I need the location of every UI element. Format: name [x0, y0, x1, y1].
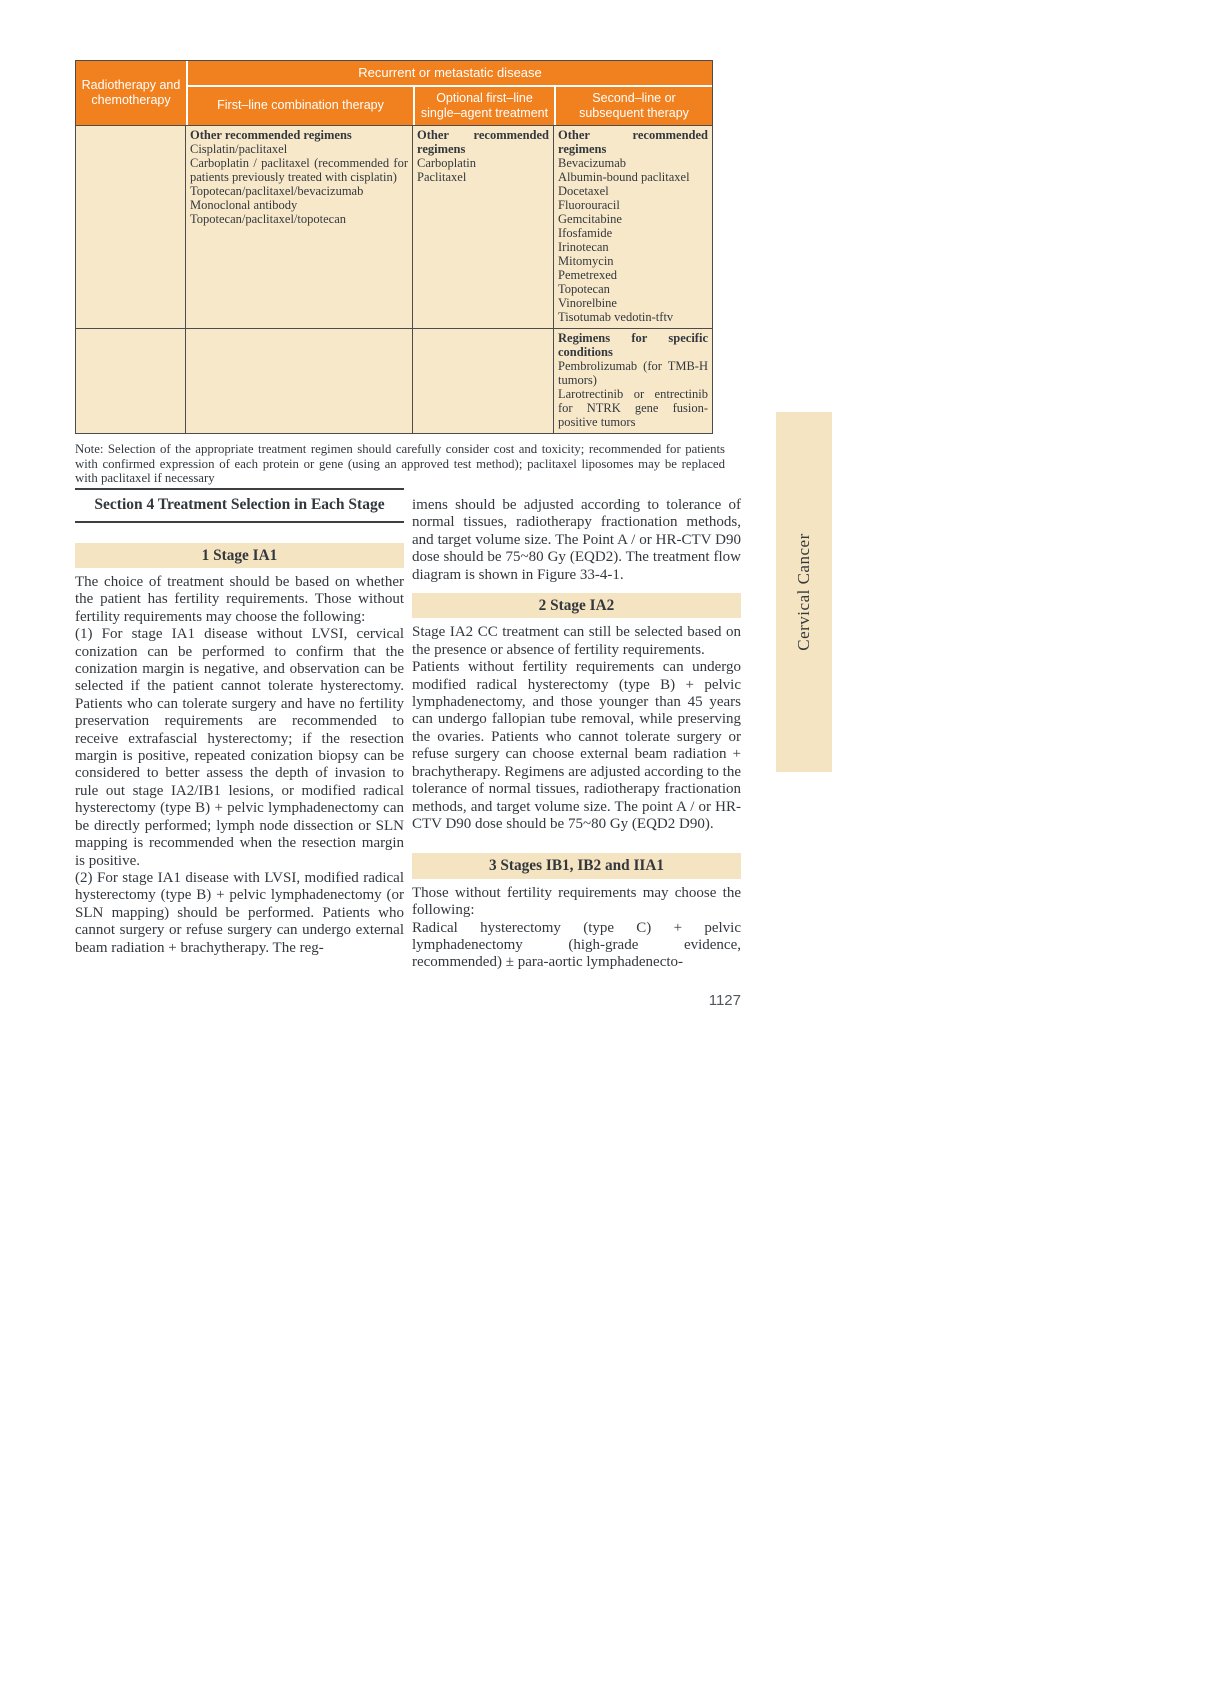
regimen-item: Fluorouracil [558, 198, 620, 212]
regimen-item: Cisplatin/paclitaxel [190, 142, 288, 156]
regimen-item: Vinorelbine [558, 296, 617, 310]
section-title: Section 4 Treatment Selection in Each Stage [75, 488, 404, 523]
cell-heading: Other recommended regimens [190, 128, 352, 142]
header-first-line-therapy: First–line combination therapy [186, 87, 413, 125]
right-column [412, 497, 741, 1009]
header-radiotherapy-chemotherapy: Radiotherapy and chemotherapy [76, 61, 186, 125]
cell-empty [186, 329, 413, 433]
paragraph: Patients without fertility requirements can undergo modified radical hysterectomy (type B) + pelvic lymphadenectomy, and those younger than 45 years can undergo fallopian tube removal, while preserving the ovaries. Patients who cannot tolerate surgery or refuse surgery can choose external beam radiation + brachytherapy. Regimens are adjusted according to the tolerance of normal tissues, radiotherapy fractionation methods, and target volume size. The point A / or HR-CTV D90 dose should be 75~80 Gy (EQD2 D90). [412, 659, 741, 832]
paragraph: Radical hysterectomy (type C) + pelvic lymphadenectomy (high-grade evidence, recommended) ± para-aortic lymphadenecto- [412, 919, 741, 971]
cell-first-line-regimens [186, 126, 413, 329]
header-second-line-therapy: Second–line or subsequent therapy [554, 87, 712, 125]
regimen-item: Topotecan [558, 282, 610, 296]
regimen-item: Monoclonal antibody [190, 198, 298, 212]
stage-heading-ia2: 2 Stage IA2 [412, 593, 741, 618]
regimen-item: Pembrolizumab (for TMB-H tumors) [558, 359, 708, 387]
cell-empty [76, 329, 186, 433]
paragraph: The choice of treatment should be based on whether the patient has fertility requirements. Those without fertility requirements may choose the following: [75, 574, 404, 625]
regimen-item: Carboplatin [417, 156, 477, 170]
stage-heading-ia1: 1 Stage IA1 [75, 543, 404, 568]
regimen-item: Paclitaxel [417, 170, 467, 184]
chapter-side-tab [776, 412, 832, 772]
regimen-item: Pemetrexed [558, 268, 618, 282]
cell-radiotherapy-empty [76, 126, 186, 329]
regimen-item: Docetaxel [558, 184, 609, 198]
regimen-item: Ifosfamide [558, 226, 613, 240]
paragraph: Stage IA2 CC treatment can still be selected based on the presence or absence of fertility requirements. [412, 624, 741, 658]
regimen-item: Topotecan/paclitaxel/topotecan [190, 212, 346, 226]
header-recurrent-metastatic: Recurrent or metastatic disease [186, 61, 712, 87]
paragraph: imens should be adjusted according to tolerance of normal tissues, radiotherapy fractionation methods, and target volume size. The Point A / or HR-CTV D90 dose should be 75~80 Gy (EQD2). The treatment flow diagram is shown in Figure 33-4-1. [412, 497, 741, 583]
cell-empty [413, 329, 554, 433]
paragraph: (2) For stage IA1 disease with LVSI, modified radical hysterectomy (type B) + pelvic lymphadenectomy (or SLN mapping) should be performed. Patients who cannot surgery or refuse surgery can undergo external beam radiation + brachytherapy. The reg- [75, 869, 404, 956]
cell-heading: Other recommended regimens [417, 128, 549, 156]
side-tab-label: Cervical Cancer [794, 533, 813, 651]
cell-heading: Regimens for specific conditions [558, 331, 708, 359]
paragraph: Those without fertility requirements may choose the following: [412, 884, 741, 919]
regimen-item: Carboplatin / paclitaxel (recommended for patients previously treated with cisplatin) [190, 156, 408, 184]
paragraph: (1) For stage IA1 disease without LVSI, cervical conization can be performed to confirm that the conization margin is negative, and observation can be selected if the patient cannot tolerate hysterectomy. Patients who can tolerate surgery and have no fertility preservation requirements are recommended to receive extrafascial hysterectomy; if the resection margin is positive, repeated conization biopsy can be considered to better assess the depth of invasion to rule out stage IA2/IB1 lesions, or modified radical hysterectomy (type B) + pelvic lymphadenectomy can be directly performed; lymph node dissection or SLN mapping is recommended when the resection margin is positive. [75, 626, 404, 869]
regimen-item: Tisotumab vedotin-tftv [558, 310, 674, 324]
cell-heading: Other recommended regimens [558, 128, 708, 156]
regimen-item: Bevacizumab [558, 156, 627, 170]
cell-specific-conditions [554, 329, 712, 433]
cell-second-line-regimens [554, 126, 712, 329]
treatment-table-header [76, 61, 712, 125]
regimen-item: Irinotecan [558, 240, 609, 254]
treatment-table [75, 60, 713, 434]
treatment-table-body [76, 125, 712, 433]
page-number: 1127 [708, 991, 741, 1009]
regimen-item: Albumin-bound paclitaxel [558, 170, 690, 184]
regimen-item: Mitomycin [558, 254, 614, 268]
left-column [75, 488, 404, 957]
stage-heading-ib1-ib2-iia1: 3 Stages IB1, IB2 and IIA1 [412, 853, 741, 878]
table-note: Note: Selection of the appropriate treatment regimen should carefully consider cost and toxicity; recommended for patients with confirmed expression of each protein or gene (using an approved test method); paclitaxel liposomes may be replaced with paclitaxel if necessary [75, 442, 725, 486]
regimen-item: Topotecan/paclitaxel/bevacizumab [190, 184, 364, 198]
regimen-item: Gemcitabine [558, 212, 622, 226]
regimen-item: Larotrectinib or entrectinib for NTRK gene fusion-positive tumors [558, 387, 708, 429]
cell-optional-regimens [413, 126, 554, 329]
header-optional-single-agent: Optional first–line single–agent treatment [413, 87, 554, 125]
